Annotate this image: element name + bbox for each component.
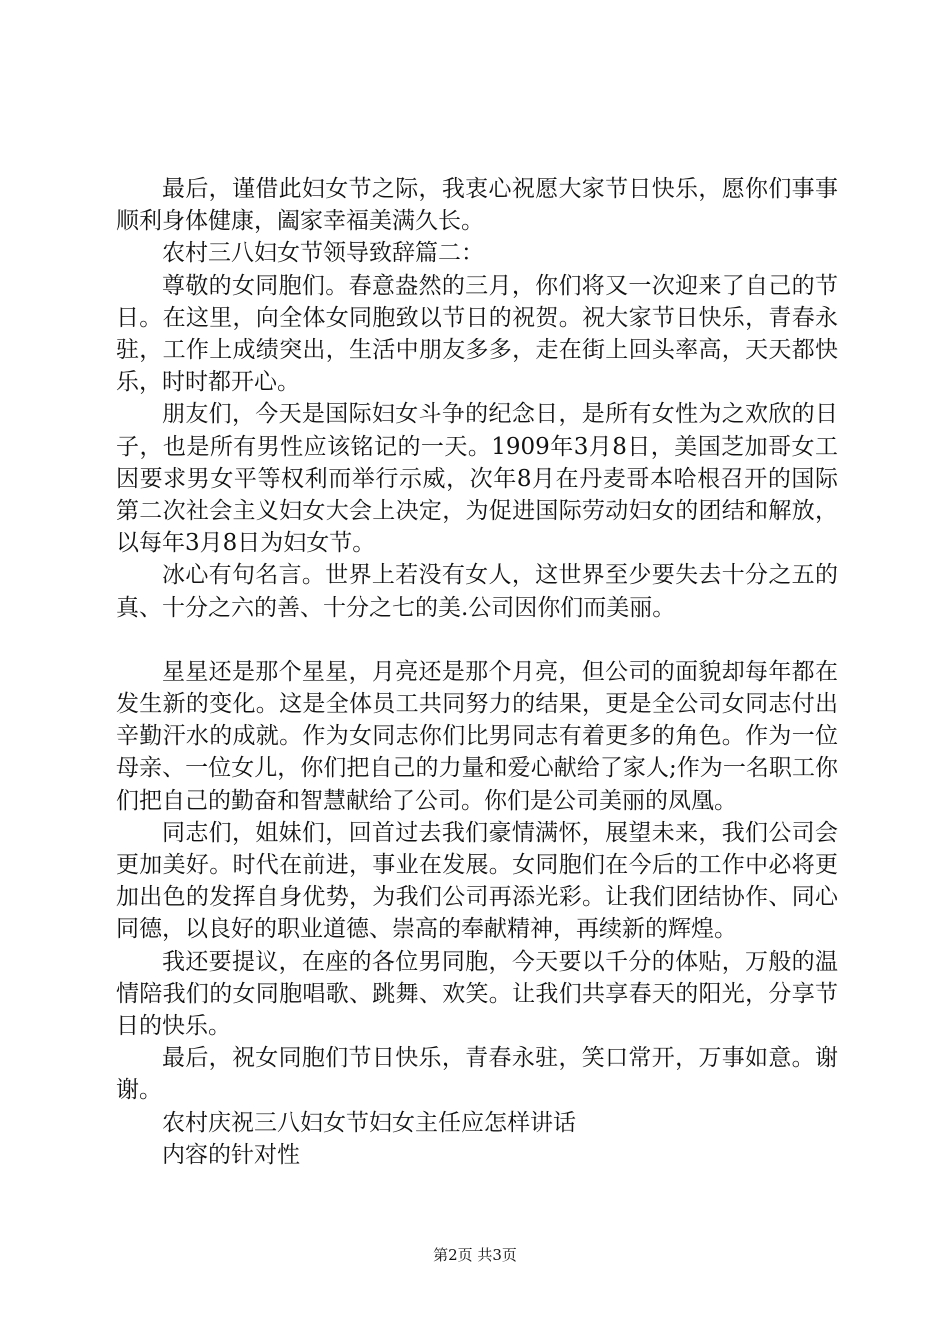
paragraph: 同志们，姐妹们，回首过去我们豪情满怀，展望未来，我们公司会更加美好。时代在前进，事业在发展。女同胞们在今后的工作中必将更加出色的发挥自身优势，为我们公司再添光彩。让我们团结协作、同心同德，以良好的职业道德、崇高的奉献精神，再续新的辉煌。 <box>116 819 838 943</box>
paragraph-gap <box>116 624 838 656</box>
section-heading: 农村庆祝三八妇女节妇女主任应怎样讲话 <box>162 1109 576 1136</box>
paragraph: 最后，祝女同胞们节日快乐，青春永驻，笑口常开，万事如意。谢谢。 <box>116 1045 838 1104</box>
paragraph: 我还要提议，在座的各位男同胞，今天要以千分的体贴，万般的温情陪我们的女同胞唱歌、跳舞、欢笑。让我们共享春天的阳光，分享节日的快乐。 <box>116 948 838 1040</box>
paragraph: 朋友们，今天是国际妇女斗争的纪念日，是所有女性为之欢欣的日子，也是所有男性应该铭记的一天。1909年3月8日，美国芝加哥女工因要求男女平等权利而举行示威，次年8月在丹麦哥本哈根召开的国际第二次社会主义妇女大会上决定，为促进国际劳动妇女的团结和解放，以每年3月8日为妇女节。 <box>116 401 838 557</box>
document-body <box>116 173 838 1171</box>
paragraph: 冰心有句名言。世界上若没有女人，这世界至少要失去十分之五的真、十分之六的善、十分之七的美.公司因你们而美丽。 <box>116 562 838 621</box>
paragraph: 尊敬的女同胞们。春意盎然的三月，你们将又一次迎来了自己的节日。在这里，向全体女同胞致以节日的祝贺。祝大家节日快乐，青春永驻，工作上成绩突出，生活中朋友多多，走在街上回头率高，天天都快乐，时时都开心。 <box>116 272 838 396</box>
section-heading: 内容的针对性 <box>162 1141 300 1168</box>
paragraph: 最后，谨借此妇女节之际，我衷心祝愿大家节日快乐，愿你们事事顺利身体健康，阖家幸福美满久长。 <box>116 176 838 235</box>
paragraph: 星星还是那个星星，月亮还是那个月亮，但公司的面貌却每年都在发生新的变化。这是全体员工共同努力的结果，更是全公司女同志付出辛勤汗水的成就。作为女同志你们比男同志有着更多的角色。作为一位母亲、一位女儿，你们把自己的力量和爱心献给了家人;作为一名职工你们把自己的勤奋和智慧献给了公司。你们是公司美丽的凤凰。 <box>116 658 838 814</box>
page-number-footer: 第2页 共3页 <box>433 1246 517 1264</box>
section-heading: 农村三八妇女节领导致辞篇二： <box>162 240 484 267</box>
